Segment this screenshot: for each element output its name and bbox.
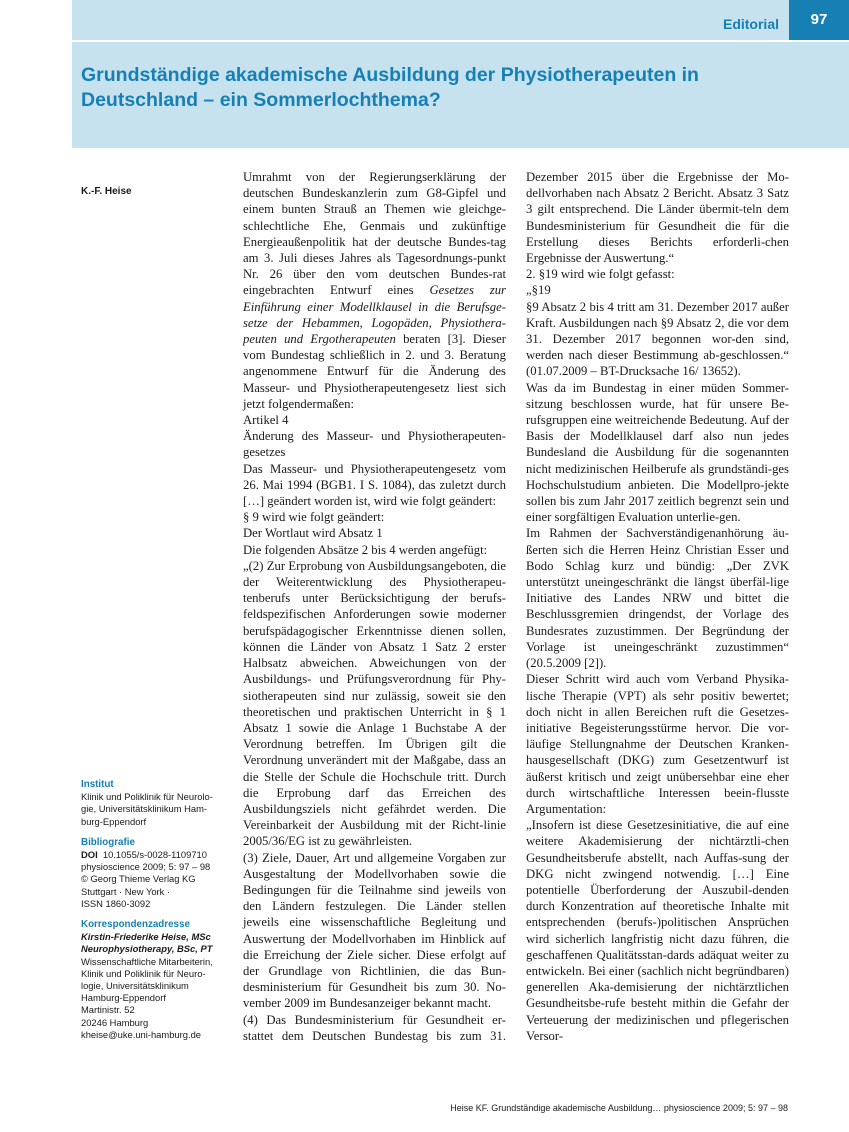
body-paragraph: „§19 <box>526 283 551 298</box>
sidebar-info <box>81 779 231 1041</box>
doi-line <box>81 849 231 861</box>
address-line: 20246 Hamburg <box>81 1016 149 1028</box>
body-paragraph: Die folgenden Absätze 2 bis 4 werden angefügt: <box>243 542 488 557</box>
institut-heading: Institut <box>81 779 114 790</box>
publisher-city: Stuttgart · New York · <box>81 885 171 897</box>
korrespondenz-heading: Korrespondenzadresse <box>81 919 190 931</box>
address-line: Hamburg-Eppendorf <box>81 992 166 1004</box>
body-column-1 <box>243 169 506 1044</box>
address-line: Martinistr. 52 <box>81 1004 135 1016</box>
institut-line: gie, Universitätsklinikum Ham- <box>81 803 208 815</box>
body-paragraph: Änderung des Masseur- und Physiotherapeuten-gesetzes <box>243 429 506 460</box>
body-paragraph: § 9 wird wie folgt geändert: <box>243 510 385 525</box>
body-paragraph: Artikel 4 <box>243 413 289 428</box>
email-link[interactable]: kheise@uke.uni-hamburg.de <box>81 1028 202 1040</box>
address-line: Klinik und Poliklinik für Neuro- <box>81 967 206 979</box>
bibliografie-heading: Bibliografie <box>81 836 135 848</box>
body-paragraph: „(2) Zur Erprobung von Ausbildungsangeboten, die der Weiterentwicklung des Physiotherapeu-tenberufs unter Berücksichtigung der berufs-feldspezifischen Anforderungen sowie moderner berufspädagogischer Erkenntnisse dienen sollen, können die Länder von Absatz 1 Satz 2 erster Halbsatz abweichen. Abweichungen von der Ausbildungs- und Prüfungsverordnung für Phy-siotherapeuten sind nur zulässig, soweit sie den theoretischen und praktischen Unterricht in § 1 Absatz 1 sowie die Anlage 1 Buchstabe A der Verordnung betreffen. Im Übrigen gilt die Verordnung unverändert mit der Maßgabe, dass an die Stelle der Schule die Hochschule tritt. Durch die Erprobung darf das Erreichen des Ausbildungsziels nicht gefährdet werden. Die Vereinbarkeit der Ausbildung mit der Richt-linie 2005/36/EG ist zu gewährleisten. <box>243 558 506 849</box>
correspondent-name: Kirstin-Friederike Heise, MSc <box>81 931 211 943</box>
author-name: K.-F. Heise <box>81 186 132 197</box>
issn: ISSN 1860-3092 <box>81 897 151 909</box>
body-paragraph: Das Masseur- und Physiotherapeutengesetz vom 26. Mai 1994 (BGB1. I S. 1084), das zuletzt durch […] geändert worden ist, wird wie folgt geändert: <box>243 461 506 509</box>
body-paragraph: Im Rahmen der Sachverständigenanhörung äu-ßerten sich die Herren Heinz Christian Esser und Bodo Schlag kurz und bündig: „Der ZVK unterstützt uneingeschränkt die längst überfäl-lige Initiative des Landes NRW und bittet die Beschlussgremien dringendst, der Vorlage des Bundesrates zuzustimmen. Der Begründung der Vorlage ist uneingeschränkt zuzustimmen“ (20.5.2009 [2]). <box>526 526 789 671</box>
body-paragraph: Umrahmt von der Regierungserklärung der deutschen Bundeskanzlerin zum G8-Gipfel und einem bunten Strauß an Themen wie gleichge-schlechtliche Ehe, Genmais und zukünftige Energieaußenpolitik hat der deutsche Bundes-tag am 3. Juli dieses Jahres als Tagesordnungs-punkt Nr. 26 über den vom deutschen Bundes-rat eingebrachten Entwurf eines Gesetzes zur Einführung einer Modellklausel in die Berufsge-setze der Hebammen, Logopäden, Physiothera-peuten und Ergotherapeuten beraten [3]. Dieser vom Bundestag schließlich in 2. und 3. Beratung angenommene Entwurf für die Änderung des Masseur- und Physiotherapeutengesetz liest sich jetzt folgendermaßen: <box>243 170 506 411</box>
journal-citation: physioscience 2009; 5: 97 – 98 <box>81 861 211 873</box>
doi-label: DOI <box>81 849 98 861</box>
page-number: 97 <box>789 0 849 40</box>
running-footer: Heise KF. Grundständige akademische Ausbildung… physioscience 2009; 5: 97 – 98 <box>450 1103 788 1113</box>
publisher: © Georg Thieme Verlag KG <box>81 873 196 885</box>
address-line: logie, Universitätsklinikum <box>81 980 189 992</box>
article-title: Grundständige akademische Ausbildung der Physiotherapeuten in Deutschland – ein Sommerlochthema? <box>81 64 699 111</box>
doi-value[interactable]: 10.1055/s-0028-1109710 <box>102 849 207 861</box>
body-paragraph: Dieser Schritt wird auch vom Verband Physika-lische Therapie (VPT) als sehr positiv bewertet; doch nicht in allen Bereichen ruft die Gesetzes-initiative Begeisterungsstürme hervor. Die vor-läufige Stellungnahme der Deutschen Kranken-hausgesellschaft (DKG) zum Gesetzentwurf ist äußerst kritisch und zeigt unübersehbar eine eher durch wirtschaftliche Interessen beein-flusste Argumentation: <box>526 672 789 816</box>
body-paragraph: Was da im Bundestag in einer müden Sommer-sitzung beschlossen wurde, hat für unsere Be-rufsgruppen eine weitreichende Bedeutung. Auf der Basis der Modellklausel darf also nun jedes Bundesland die Ausbildung für die sogenannten nicht medizinischen Heilberufe als grundständi-ges Hochschulstudium anbieten. Die Modellpro-jekte sollen bis zum Jahr 2017 zeitlich begrenzt sein und einer sorgfältigen Evaluation unterlie-gen. <box>526 380 789 525</box>
law-title: Gesetzes zur Einführung einer Modellklausel in die Berufsge-setze der Hebammen, Logopäden, Physiothera-peuten und Ergotherapeuten <box>243 283 506 347</box>
body-paragraph: Der Wortlaut wird Absatz 1 <box>243 526 383 541</box>
body-column-2 <box>526 169 789 1044</box>
section-label: Editorial <box>722 16 779 32</box>
body-paragraph: §9 Absatz 2 bis 4 tritt am 31. Dezember 2017 außer Kraft. Ausbildungen nach §9 Absatz 2, die vor dem 31. Dezember 2017 begonnen wor-den sind, werden nach dieser Bestimmung ab-geschlossen.“ (01.07.2009 – BT-Drucksache 16/ 13652). <box>526 299 789 379</box>
body-paragraph: (4) Das Bundesministerium für Gesundheit er-stattet dem Deutschen Bundestag bis zum 31. <box>243 1012 506 1043</box>
header-rule <box>72 40 849 42</box>
body-paragraph: „Insofern ist diese Gesetzesinitiative, die auf eine weitere Akademisierung der nichtärztli-chen Gesundheitsberufe abstellt, nach Auffas-sung der DKG nicht zwingend notwendig. […] Eine potentielle Überforderung der Auszubil-denden durch Konzentration auf theoretische Inhalte mit entsprechenden (berufs-)politischen Ansprüchen wird sicherlich langfristig nicht dazu führen, die geschaffenen Qualitätsstan-dards adäquat weiter zu entwickeln. Bei einer (sachlich nicht begründbaren) generellen Aka-demisierung der nichtärztlichen Gesundheitsbe-rufe besteht mithin die Gefahr der Verteuerung der medizinischen und pflegerischen Versor- <box>526 818 789 1043</box>
body-paragraph: Dezember 2015 über die Ergebnisse der Mo-dellvorhaben nach Absatz 2 Bericht. Absatz 3 Satz 3 gilt entsprechend. Die Länder übermit-teln dem Bundesministerium für Gesundheit die für die Erstellung dieses Berichts erforderli-chen Ergebnisse der Auswertung.“ <box>526 170 789 266</box>
correspondent-degree: Neurophysiotherapy, BSc, PT <box>81 943 213 955</box>
institut-line: burg-Eppendorf <box>81 815 147 827</box>
body-paragraph: (3) Ziele, Dauer, Art und allgemeine Vorgaben zur Ausgestaltung der Modellvorhaben sowie die Bedingungen für die Teilnahme sind jeweils von den Ländern festzulegen. Die Länder stellen jeweils eine wissenschaftliche Begleitung und Auswertung der Modellvorhaben im Hinblick auf die Erreichung der Ziele sicher. Diese erfolgt auf der Grundlage von Richtlinien, die das Bun-desministerium für Gesundheit bis zum 30. No-vember 2009 im Bundesanzeiger bekannt macht. <box>243 850 506 1011</box>
institut-line: Klinik und Poliklinik für Neurolo- <box>81 791 213 803</box>
address-line: Wissenschaftliche Mitarbeiterin, <box>81 955 213 967</box>
body-paragraph: 2. §19 wird wie folgt gefasst: <box>526 267 675 282</box>
